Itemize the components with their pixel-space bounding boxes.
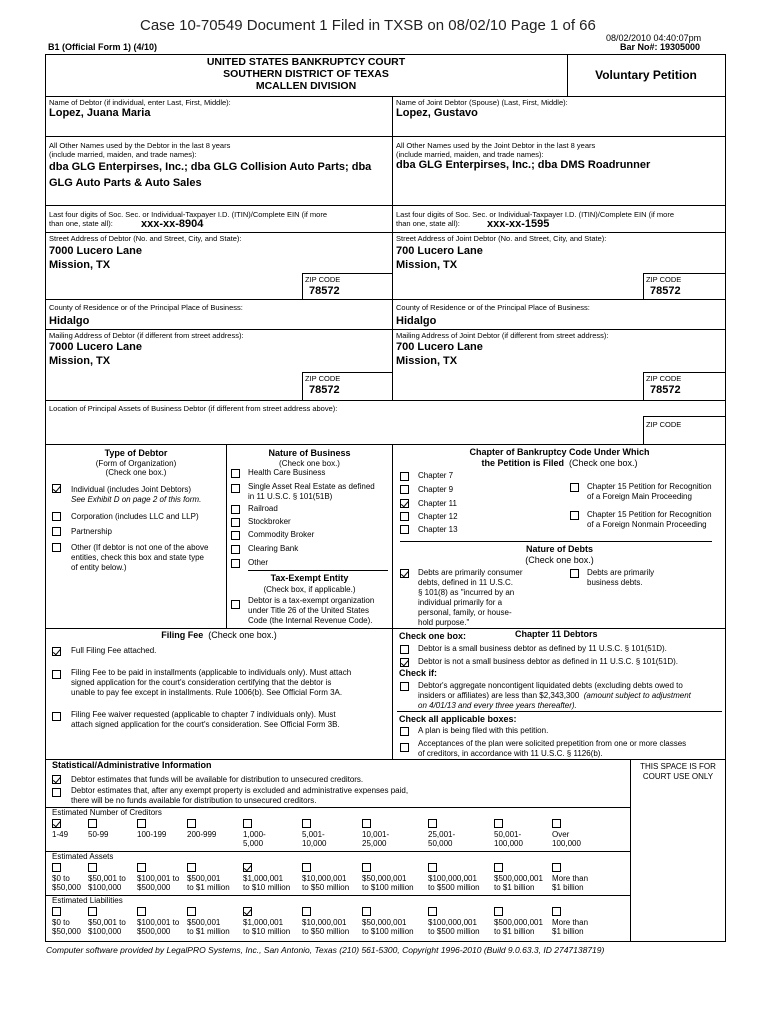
joint-ssn-label: Last four digits of Soc. Sec. or Individual-Taxpayer I.D. (ITIN)/Complete EIN (if more than one, state all): xyxy=(396,210,675,228)
chapter-15-nonmain-checkbox[interactable] xyxy=(570,511,579,520)
liabilities-option-7-checkbox[interactable] xyxy=(362,907,371,916)
location-label: Location of Principal Assets of Business Debtor (if different from street address above): xyxy=(49,404,338,413)
assets-option-5-checkbox[interactable] xyxy=(243,863,252,872)
joint-mailing-label: Mailing Address of Joint Debtor (if different from street address): xyxy=(396,331,609,340)
creditors-option-2-label: 50-99 xyxy=(88,830,109,839)
creditors-option-6-checkbox[interactable] xyxy=(302,819,311,828)
creditors-option-3-checkbox[interactable] xyxy=(137,819,146,828)
statistical-title: Statistical/Administrative Information xyxy=(52,760,212,770)
assets-option-8-checkbox[interactable] xyxy=(428,863,437,872)
case-stamp: Case 10-70549 Document 1 Filed in TXSB on 08/02/10 Page 1 of 66 xyxy=(140,17,596,34)
not-small-business-checkbox[interactable] xyxy=(400,658,409,667)
joint-street-2: Mission, TX xyxy=(396,259,458,271)
stockbroker-label: Stockbroker xyxy=(248,517,291,526)
check-if: Check if: xyxy=(399,668,438,678)
liabilities-option-6-checkbox[interactable] xyxy=(302,907,311,916)
partnership-label: Partnership xyxy=(71,527,112,536)
liabilities-option-2-label: $50,001 to $100,000 xyxy=(88,918,126,936)
debtor-mail-zip-label: ZIP CODE xyxy=(305,374,341,383)
debtor-other-names: dba GLG Enterpirses, Inc.; dba GLG Collision Auto Parts; dba GLG Auto Parts & Auto Sales xyxy=(49,161,372,189)
assets-option-7-checkbox[interactable] xyxy=(362,863,371,872)
assets-option-10-checkbox[interactable] xyxy=(552,863,561,872)
liabilities-option-1-checkbox[interactable] xyxy=(52,907,61,916)
creditors-option-1-checkbox[interactable] xyxy=(52,819,61,828)
fee-waiver-label: Filing Fee waiver requested (applicable to chapter 7 individuals only). Must attach signed application for the court's consideration. See Official Form 3B. xyxy=(71,710,340,729)
joint-ssn: xxx-xx-1595 xyxy=(487,218,550,230)
creditors-option-8-checkbox[interactable] xyxy=(428,819,437,828)
small-business-label: Debtor is a small business debtor as defined by 11 U.S.C. § 101(51D). xyxy=(418,644,667,653)
joint-street-label: Street Address of Joint Debtor (No. and Street, City, and State): xyxy=(396,234,607,243)
chapter-11-debtors-title: Chapter 11 Debtors xyxy=(515,629,598,639)
chapter-7-label: Chapter 7 xyxy=(418,471,454,480)
location-zip-label: ZIP CODE xyxy=(646,420,682,429)
chapter-9-checkbox[interactable] xyxy=(400,485,409,494)
joint-mail-zip-label: ZIP CODE xyxy=(646,374,682,383)
individual-checkbox[interactable] xyxy=(52,484,61,493)
installments-checkbox[interactable] xyxy=(52,670,61,679)
business-debts-checkbox[interactable] xyxy=(570,569,579,578)
debtor-mailing-label: Mailing Address of Debtor (if different from street address): xyxy=(49,331,244,340)
assets-option-6-label: $10,000,001 to $50 million xyxy=(302,874,350,892)
joint-mail-1: 700 Lucero Lane xyxy=(396,341,483,353)
creditors-option-3-label: 100-199 xyxy=(137,830,167,839)
railroad-label: Railroad xyxy=(248,504,278,513)
assets-option-9-label: $500,000,001 to $1 billion xyxy=(494,874,543,892)
joint-mail-zip: 78572 xyxy=(650,384,681,396)
creditors-option-7-checkbox[interactable] xyxy=(362,819,371,828)
installments-label: Filing Fee to be paid in installments (applicable to individuals only). Must attach signed application for the court's consideration certifying that the debtor is unable to pay fee except in installments. Rule 1006(b). See Official Form 3A. xyxy=(71,668,352,697)
individual-label: Individual (includes Joint Debtors) See Exhibit D on page 2 of this form. xyxy=(71,485,202,504)
creditors-option-4-label: 200-999 xyxy=(187,830,217,839)
nature-business-sub: (Check one box.) xyxy=(279,459,340,468)
debtor-name: Lopez, Juana Maria xyxy=(49,107,151,119)
type-debtor-sub1: (Form of Organization) xyxy=(95,459,177,468)
acceptances-checkbox[interactable] xyxy=(400,743,409,752)
assets-option-4-label: $500,001 to $1 million xyxy=(187,874,230,892)
debtor-other-names-label: All Other Names used by the Debtor in the last 8 years (include married, maiden, and trade names): xyxy=(49,141,231,159)
assets-option-5-label: $1,000,001 to $10 million xyxy=(243,874,291,892)
joint-county: Hidalgo xyxy=(396,315,437,327)
creditors-option-4-checkbox[interactable] xyxy=(187,819,196,828)
debtor-street-label: Street Address of Debtor (No. and Street, City, and State): xyxy=(49,234,242,243)
chapter-13-checkbox[interactable] xyxy=(400,525,409,534)
court-title: UNITED STATES BANKRUPTCY COURT SOUTHERN DISTRICT OF TEXAS MCALLEN DIVISION xyxy=(206,56,406,92)
creditors-option-10-label: Over 100,000 xyxy=(552,830,581,848)
joint-other-names-label: All Other Names used by the Joint Debtor in the last 8 years (include married, maiden, and trade names): xyxy=(396,141,596,159)
other-business-checkbox[interactable] xyxy=(231,559,240,568)
joint-mail-2: Mission, TX xyxy=(396,355,458,367)
funds-available-label: Debtor estimates that funds will be available for distribution to unsecured creditors. xyxy=(71,775,364,784)
nature-business-title: Nature of Business xyxy=(268,448,351,458)
assets-option-10-label: More than $1 billion xyxy=(552,874,589,892)
not-small-business-label: Debtor is not a small business debtor as defined in 11 U.S.C. § 101(51D). xyxy=(418,657,678,666)
single-asset-checkbox[interactable] xyxy=(231,484,240,493)
no-funds-label: Debtor estimates that, after any exempt property is excluded and administrative expenses paid, there will be no funds available for distribution to unsecured creditors. xyxy=(71,786,409,805)
clearing-bank-label: Clearing Bank xyxy=(248,544,299,553)
other-entity-checkbox[interactable] xyxy=(52,543,61,552)
tax-exempt-text: Debtor is a tax-exempt organization under Title 26 of the United States Code (the Internal Revenue Code). xyxy=(248,596,375,625)
creditors-option-9-checkbox[interactable] xyxy=(494,819,503,828)
liabilities-option-2-checkbox[interactable] xyxy=(88,907,97,916)
liabilities-option-8-checkbox[interactable] xyxy=(428,907,437,916)
tax-exempt-sub: (Check box, if applicable.) xyxy=(263,585,356,594)
assets-option-1-label: $0 to $50,000 xyxy=(52,874,81,892)
joint-name-label: Name of Joint Debtor (Spouse) (Last, First, Middle): xyxy=(396,98,568,107)
creditors-option-5-label: 1,000- 5,000 xyxy=(243,830,266,848)
joint-name: Lopez, Gustavo xyxy=(396,107,478,119)
assets-label: Estimated Assets xyxy=(52,852,114,861)
creditors-option-6-label: 5,001- 10,000 xyxy=(302,830,327,848)
check-one-box: Check one box: xyxy=(399,631,467,641)
tax-exempt-checkbox[interactable] xyxy=(231,600,240,609)
fee-waiver-checkbox[interactable] xyxy=(52,712,61,721)
funds-available-checkbox[interactable] xyxy=(52,775,61,784)
full-fee-label: Full Filing Fee attached. xyxy=(71,646,157,655)
health-care-checkbox[interactable] xyxy=(231,469,240,478)
creditors-option-2-checkbox[interactable] xyxy=(88,819,97,828)
liabilities-option-4-checkbox[interactable] xyxy=(187,907,196,916)
liabilities-option-3-label: $100,001 to $500,000 xyxy=(137,918,180,936)
joint-street-1: 700 Lucero Lane xyxy=(396,245,483,257)
court-use-only: THIS SPACE IS FOR COURT USE ONLY xyxy=(640,762,716,781)
liabilities-option-7-label: $50,000,001 to $100 million xyxy=(362,918,414,936)
business-debts-label: Debts are primarily business debts. xyxy=(587,568,655,587)
debtor-street-1: 7000 Lucero Lane xyxy=(49,245,142,257)
liabilities-option-5-checkbox[interactable] xyxy=(243,907,252,916)
joint-zip-label: ZIP CODE xyxy=(646,275,682,284)
liabilities-option-8-label: $100,000,001 to $500 million xyxy=(428,918,480,936)
debtor-ssn: xxx-xx-8904 xyxy=(141,218,204,230)
creditors-option-9-label: 50,001- 100,000 xyxy=(494,830,523,848)
chapter-9-label: Chapter 9 xyxy=(418,485,454,494)
chapter-7-checkbox[interactable] xyxy=(400,472,409,481)
consumer-debts-label: Debts are primarily consumer debts, defined in 11 U.S.C. § 101(8) as "incurred by an individual primarily for a personal, family, or house- hold purpose." xyxy=(418,568,523,627)
form-id: B1 (Official Form 1) (4/10) xyxy=(48,42,158,52)
full-fee-checkbox[interactable] xyxy=(52,647,61,656)
liabilities-label: Estimated Liabilities xyxy=(52,896,123,905)
debtor-mail-zip: 78572 xyxy=(309,384,340,396)
chapter-15-main-label: Chapter 15 Petition for Recognition of a Foreign Main Proceeding xyxy=(587,482,712,501)
chapter-title: Chapter of Bankruptcy Code Under Which xyxy=(469,447,650,457)
assets-option-2-checkbox[interactable] xyxy=(88,863,97,872)
liabilities-option-1-label: $0 to $50,000 xyxy=(52,918,81,936)
chapter-15-main-checkbox[interactable] xyxy=(570,483,579,492)
liabilities-option-9-label: $500,000,001 to $1 billion xyxy=(494,918,543,936)
debtor-ssn-label: Last four digits of Soc. Sec. or Individual-Taxpayer I.D. (ITIN)/Complete EIN (if more than one, state all): xyxy=(49,210,328,228)
debtor-zip-label: ZIP CODE xyxy=(305,275,341,284)
commodity-broker-label: Commodity Broker xyxy=(248,530,315,539)
aggregate-debts-label: Debtor's aggregate noncontigent liquidated debts (excluding debts owed to insiders or affiliates) are less than $2,343,300 (amount subject to adjustment on 4/01/13 and every three years thereafter). xyxy=(418,681,691,710)
timestamp: 08/02/2010 04:40:07pm xyxy=(606,33,702,43)
single-asset-label: Single Asset Real Estate as defined in 11 U.S.C. § 101(51B) xyxy=(248,482,375,501)
chapter-11-label: Chapter 11 xyxy=(418,499,457,508)
corporation-label: Corporation (includes LLC and LLP) xyxy=(71,512,199,521)
filing-fee-title: Filing Fee (Check one box.) xyxy=(161,630,277,640)
stockbroker-checkbox[interactable] xyxy=(231,518,240,527)
nature-debts-sub: (Check one box.) xyxy=(525,555,594,565)
clearing-bank-checkbox[interactable] xyxy=(231,545,240,554)
type-debtor-sub2: (Check one box.) xyxy=(105,468,167,477)
no-funds-checkbox[interactable] xyxy=(52,788,61,797)
footer-credit: Computer software provided by LegalPRO Systems, Inc., San Antonio, Texas (210) 561-5300, Copyright 1996-2010 (Build 9.0.63.3, ID 2747138719) xyxy=(46,945,605,955)
chapter-15-nonmain-label: Chapter 15 Petition for Recognition of a Foreign Nonmain Proceeding xyxy=(587,510,712,529)
health-care-label: Health Care Business xyxy=(248,468,326,477)
chapter-12-label: Chapter 12 xyxy=(418,512,458,521)
corporation-checkbox[interactable] xyxy=(52,512,61,521)
bar-number: Bar No#: 19305000 xyxy=(620,42,701,52)
other-business-label: Other xyxy=(248,558,269,567)
assets-option-4-checkbox[interactable] xyxy=(187,863,196,872)
liabilities-option-4-label: $500,001 to $1 million xyxy=(187,918,230,936)
debtor-mail-1: 7000 Lucero Lane xyxy=(49,341,142,353)
petition-title: Voluntary Petition xyxy=(595,68,697,82)
aggregate-debts-checkbox[interactable] xyxy=(400,682,409,691)
creditors-option-10-checkbox[interactable] xyxy=(552,819,561,828)
creditors-label: Estimated Number of Creditors xyxy=(52,808,162,817)
joint-zip: 78572 xyxy=(650,285,681,297)
creditors-option-5-checkbox[interactable] xyxy=(243,819,252,828)
assets-option-9-checkbox[interactable] xyxy=(494,863,503,872)
railroad-checkbox[interactable] xyxy=(231,505,240,514)
acceptances-label: Acceptances of the plan were solicited prepetition from one or more classes of creditors, in accordance with 11 U.S.C. § 1126(b). xyxy=(418,739,687,758)
assets-option-2-label: $50,001 to $100,000 xyxy=(88,874,126,892)
liabilities-option-10-checkbox[interactable] xyxy=(552,907,561,916)
debtor-name-label: Name of Debtor (if individual, enter Last, First, Middle): xyxy=(49,98,231,107)
consumer-debts-checkbox[interactable] xyxy=(400,569,409,578)
liabilities-option-5-label: $1,000,001 to $10 million xyxy=(243,918,291,936)
debtor-mail-2: Mission, TX xyxy=(49,355,111,367)
assets-option-3-label: $100,001 to $500,000 xyxy=(137,874,180,892)
chapter-title-2: the Petition is Filed (Check one box.) xyxy=(481,458,638,468)
assets-option-7-label: $50,000,001 to $100 million xyxy=(362,874,414,892)
creditors-option-7-label: 10,001- 25,000 xyxy=(362,830,390,848)
check-all-applicable: Check all applicable boxes: xyxy=(399,714,517,724)
partnership-checkbox[interactable] xyxy=(52,527,61,536)
type-debtor-title: Type of Debtor xyxy=(104,448,168,458)
tax-exempt-title: Tax-Exempt Entity xyxy=(270,573,349,583)
liabilities-option-9-checkbox[interactable] xyxy=(494,907,503,916)
joint-other-names: dba GLG Enterpirses, Inc.; dba DMS Roadrunner xyxy=(396,159,651,171)
nature-debts-title: Nature of Debts xyxy=(525,544,593,554)
other-entity-label: Other (If debtor is not one of the above entities, check this box and state type of entity below.) xyxy=(71,543,209,572)
assets-option-8-label: $100,000,001 to $500 million xyxy=(428,874,480,892)
debtor-county: Hidalgo xyxy=(49,315,90,327)
assets-option-3-checkbox[interactable] xyxy=(137,863,146,872)
debtor-county-label: County of Residence or of the Principal Place of Business: xyxy=(49,303,243,312)
chapter-11-checkbox[interactable] xyxy=(400,499,409,508)
liabilities-option-3-checkbox[interactable] xyxy=(137,907,146,916)
debtor-street-2: Mission, TX xyxy=(49,259,111,271)
chapter-12-checkbox[interactable] xyxy=(400,512,409,521)
debtor-zip: 78572 xyxy=(309,285,340,297)
joint-county-label: County of Residence or of the Principal Place of Business: xyxy=(396,303,590,312)
small-business-checkbox[interactable] xyxy=(400,645,409,654)
liabilities-option-10-label: More than $1 billion xyxy=(552,918,589,936)
creditors-option-8-label: 25,001- 50,000 xyxy=(428,830,456,848)
assets-option-6-checkbox[interactable] xyxy=(302,863,311,872)
plan-filed-checkbox[interactable] xyxy=(400,727,409,736)
liabilities-option-6-label: $10,000,001 to $50 million xyxy=(302,918,350,936)
commodity-broker-checkbox[interactable] xyxy=(231,531,240,540)
chapter-13-label: Chapter 13 xyxy=(418,525,458,534)
creditors-option-1-label: 1-49 xyxy=(52,830,69,839)
assets-option-1-checkbox[interactable] xyxy=(52,863,61,872)
plan-filed-label: A plan is being filed with this petition. xyxy=(418,726,549,735)
